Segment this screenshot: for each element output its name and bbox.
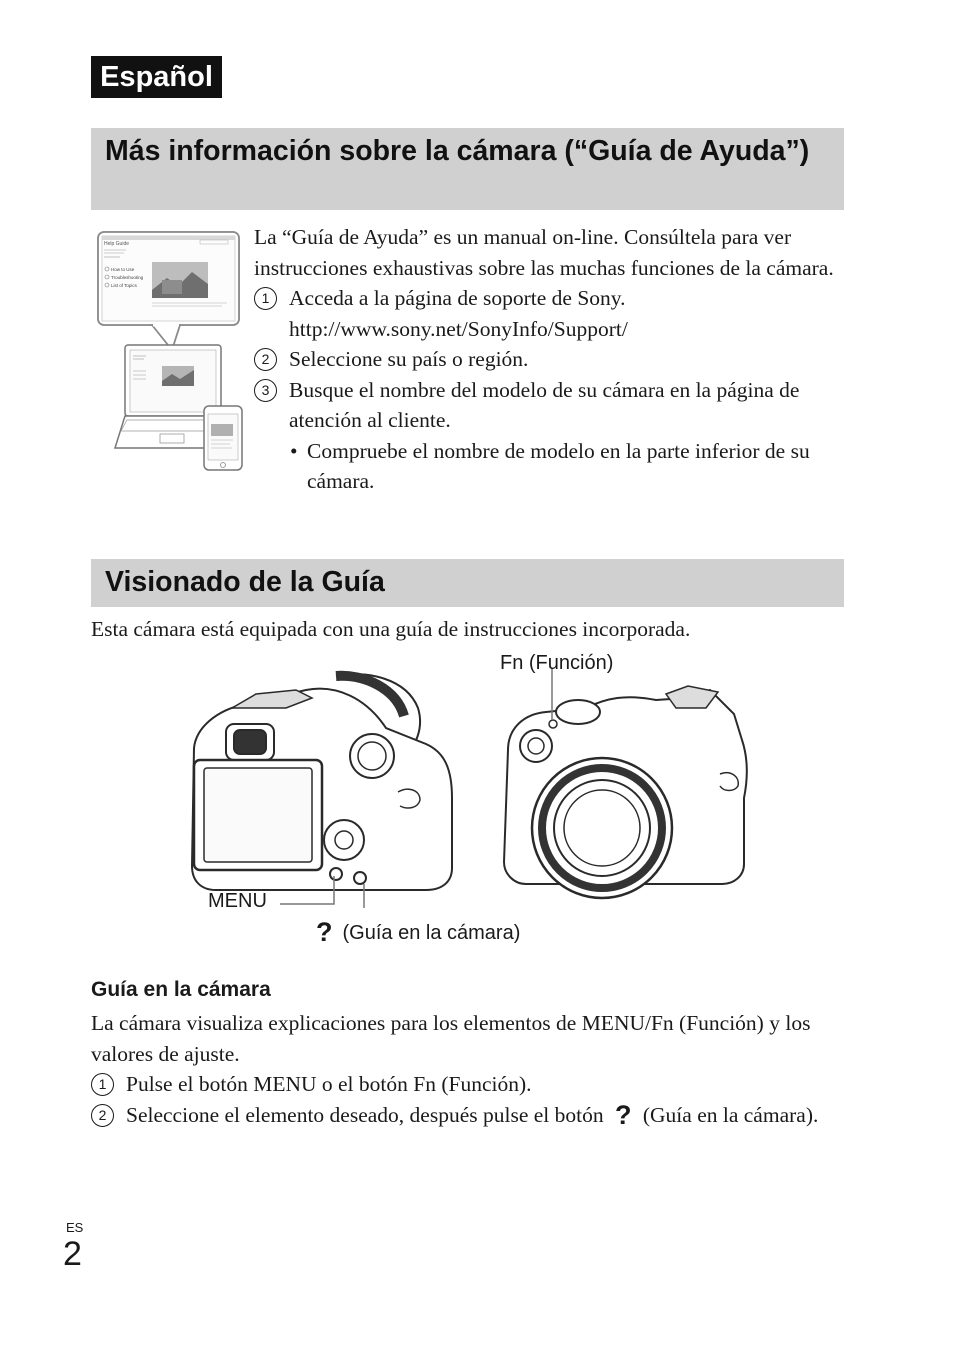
bullet-dot: • <box>290 438 298 463</box>
step-3 <box>254 375 846 436</box>
help-link-how-to-use: How to Use <box>111 267 135 272</box>
help-guide-title-text: Help Guide <box>104 241 130 247</box>
guide-step-2 <box>91 1100 851 1131</box>
fn-label: Fn (Función) <box>500 652 614 674</box>
help-link-list-of-topics: List of Topics <box>111 283 137 288</box>
camera-illustration <box>186 668 756 913</box>
step-number: 2 <box>91 1104 114 1127</box>
step-text: Pulse el botón MENU o el botón Fn (Función). <box>126 1072 532 1096</box>
guide-question-icon: ? <box>615 1099 632 1130</box>
step-text: Acceda a la página de soporte de Sony. <box>289 286 626 310</box>
guide-question-icon: ? <box>316 917 333 947</box>
section1-content <box>254 222 846 497</box>
section2-intro: Esta cámara está equipada con una guía de instrucciones incorporada. <box>91 617 691 641</box>
phone-illustration <box>204 406 242 470</box>
step-2 <box>254 344 846 375</box>
step-1 <box>254 283 846 344</box>
support-url[interactable]: http://www.sony.net/SonyInfo/Support/ <box>289 316 628 341</box>
bullet-text: Compruebe el nombre de modelo en la parte inferior de su cámara. <box>307 438 810 493</box>
step-number: 3 <box>254 379 277 402</box>
bullet-note <box>254 436 846 497</box>
help-guide-bubble <box>98 232 239 350</box>
guide-paragraph: La cámara visualiza explicaciones para los elementos de MENU/Fn (Función) y los valores de ajuste. <box>91 1011 811 1066</box>
step-text: Busque el nombre del modelo de su cámara en la página de atención al cliente. <box>289 377 800 432</box>
page-language-code: ES <box>66 1220 84 1235</box>
camera-back-view <box>192 674 452 890</box>
guide-step-1 <box>91 1069 851 1100</box>
camera-front-view <box>504 686 747 898</box>
page-number: 2 <box>63 1235 82 1273</box>
section1-intro: La “Guía de Ayuda” es un manual on-line. Consúltela para ver instrucciones exhaustivas sobre las muchas funciones de la cámara. <box>254 225 834 280</box>
guide-label: (Guía en la cámara) <box>342 922 521 944</box>
section2-content <box>91 1008 851 1130</box>
menu-label: MENU <box>208 890 267 912</box>
step-number: 2 <box>254 348 277 371</box>
step-text-after: (Guía en la cámara). <box>642 1102 819 1127</box>
language-tab: Español <box>91 56 222 98</box>
step-text-before: Seleccione el elemento deseado, después pulse el botón <box>126 1102 604 1127</box>
help-guide-illustration <box>104 228 246 474</box>
step-number: 1 <box>254 287 277 310</box>
subheading-guide: Guía en la cámara <box>91 978 271 1001</box>
guide-label-row <box>316 917 521 947</box>
help-link-troubleshooting: Troubleshooting <box>111 275 144 280</box>
section-title-help-guide: Más información sobre la cámara (“Guía de Ayuda”) <box>91 128 844 210</box>
step-number: 1 <box>91 1073 114 1096</box>
step-text: Seleccione su país o región. <box>289 347 529 371</box>
section-title-guide-view: Visionado de la Guía <box>91 559 844 607</box>
